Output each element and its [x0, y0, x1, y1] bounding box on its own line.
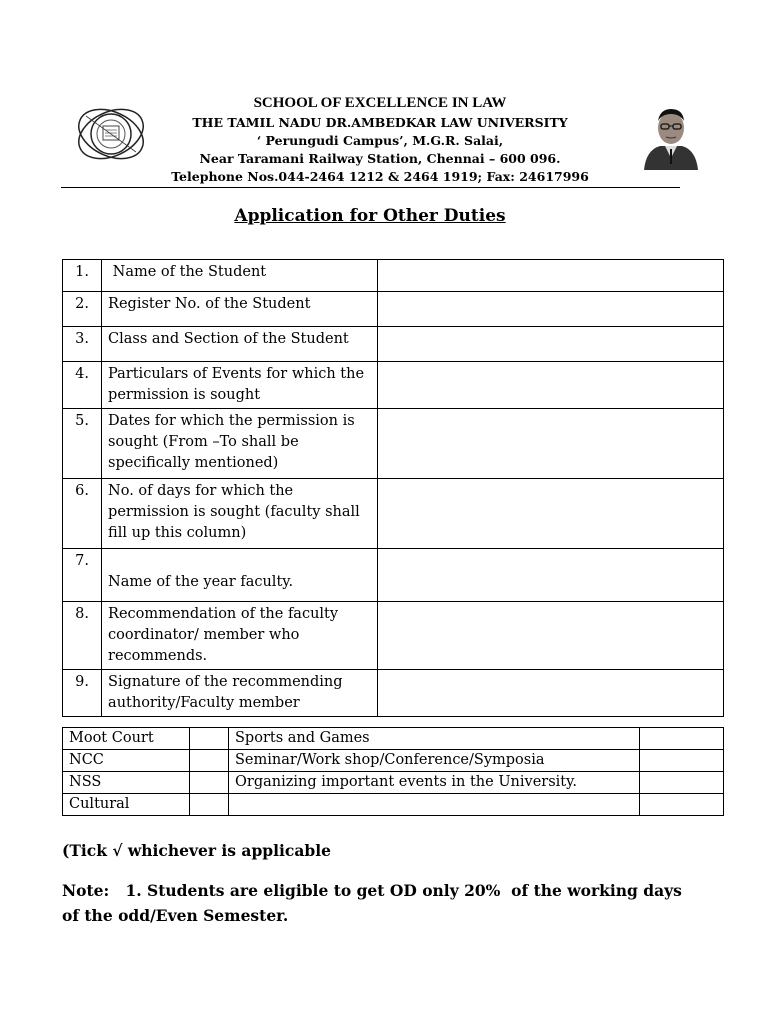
row-number: 9.: [63, 670, 102, 717]
tick-box[interactable]: [640, 772, 724, 794]
tick-box[interactable]: [190, 728, 229, 750]
university-name: THE TAMIL NADU DR.AMBEDKAR LAW UNIVERSITY: [192, 115, 568, 130]
student-name-field[interactable]: [378, 260, 724, 292]
row-label: No. of days for which the permission is sought (faculty shall fill up this column): [102, 479, 378, 549]
row-label: Recommendation of the faculty coordinator/ member who recommends.: [102, 602, 378, 670]
row-label: Class and Section of the Student: [102, 327, 378, 362]
header-divider: [61, 187, 680, 188]
table-row: [63, 479, 724, 549]
activity-label: NSS: [63, 772, 190, 794]
table-row: [63, 728, 724, 750]
table-row: [63, 260, 724, 292]
student-details-table: [62, 259, 724, 717]
event-particulars-field[interactable]: [378, 362, 724, 409]
tick-box[interactable]: [190, 772, 229, 794]
table-row: [63, 750, 724, 772]
activity-label: [229, 794, 640, 816]
row-number: 3.: [63, 327, 102, 362]
row-label: Register No. of the Student: [102, 292, 378, 327]
recommendation-field[interactable]: [378, 602, 724, 670]
row-number: 6.: [63, 479, 102, 549]
university-logo-icon: [72, 98, 150, 170]
table-row: [63, 602, 724, 670]
table-row: [63, 794, 724, 816]
tick-instruction: (Tick √ whichever is applicable: [62, 841, 331, 860]
activity-label: NCC: [63, 750, 190, 772]
table-row: [63, 409, 724, 479]
row-label: Signature of the recommending authority/Faculty member: [102, 670, 378, 717]
table-row: [63, 670, 724, 717]
row-number: 2.: [63, 292, 102, 327]
activity-label: Cultural: [63, 794, 190, 816]
tick-box[interactable]: [190, 794, 229, 816]
dates-field[interactable]: [378, 409, 724, 479]
number-of-days-field[interactable]: [378, 479, 724, 549]
campus-address: ‘ Perungudi Campus’, M.G.R. Salai,: [256, 133, 504, 148]
table-row: [63, 549, 724, 602]
portrait-icon: [640, 104, 702, 170]
tick-box[interactable]: [640, 750, 724, 772]
form-title: Application for Other Duties: [234, 206, 506, 226]
class-section-field[interactable]: [378, 327, 724, 362]
tick-box[interactable]: [640, 728, 724, 750]
signature-field[interactable]: [378, 670, 724, 717]
activity-checklist-table: [62, 727, 724, 816]
row-number: 1.: [63, 260, 102, 292]
activity-label: Sports and Games: [229, 728, 640, 750]
row-label: Name of the Student: [102, 260, 378, 292]
table-row: [63, 362, 724, 409]
row-label: Particulars of Events for which the permission is sought: [102, 362, 378, 409]
row-number: 4.: [63, 362, 102, 409]
row-number: 5.: [63, 409, 102, 479]
year-faculty-field[interactable]: [378, 549, 724, 602]
row-number: 7.: [63, 549, 102, 602]
school-name: SCHOOL OF EXCELLENCE IN LAW: [253, 95, 507, 111]
tick-box[interactable]: [640, 794, 724, 816]
activity-label: Organizing important events in the University.: [229, 772, 640, 794]
table-row: [63, 292, 724, 327]
contact-numbers: Telephone Nos.044-2464 1212 & 2464 1919; Fax: 24617996: [171, 169, 589, 184]
register-number-field[interactable]: [378, 292, 724, 327]
table-row: [63, 772, 724, 794]
activity-label: Seminar/Work shop/Conference/Symposia: [229, 750, 640, 772]
row-label: Name of the year faculty.: [102, 549, 378, 602]
activity-label: Moot Court: [63, 728, 190, 750]
eligibility-note: Note: 1. Students are eligible to get OD only 20% of the working days of the odd/Even Semester.: [62, 881, 688, 925]
row-number: 8.: [63, 602, 102, 670]
table-row: [63, 327, 724, 362]
tick-box[interactable]: [190, 750, 229, 772]
row-label: Dates for which the permission is sought (From –To shall be specifically mentioned): [102, 409, 378, 479]
location-address: Near Taramani Railway Station, Chennai – 600 096.: [199, 151, 561, 166]
